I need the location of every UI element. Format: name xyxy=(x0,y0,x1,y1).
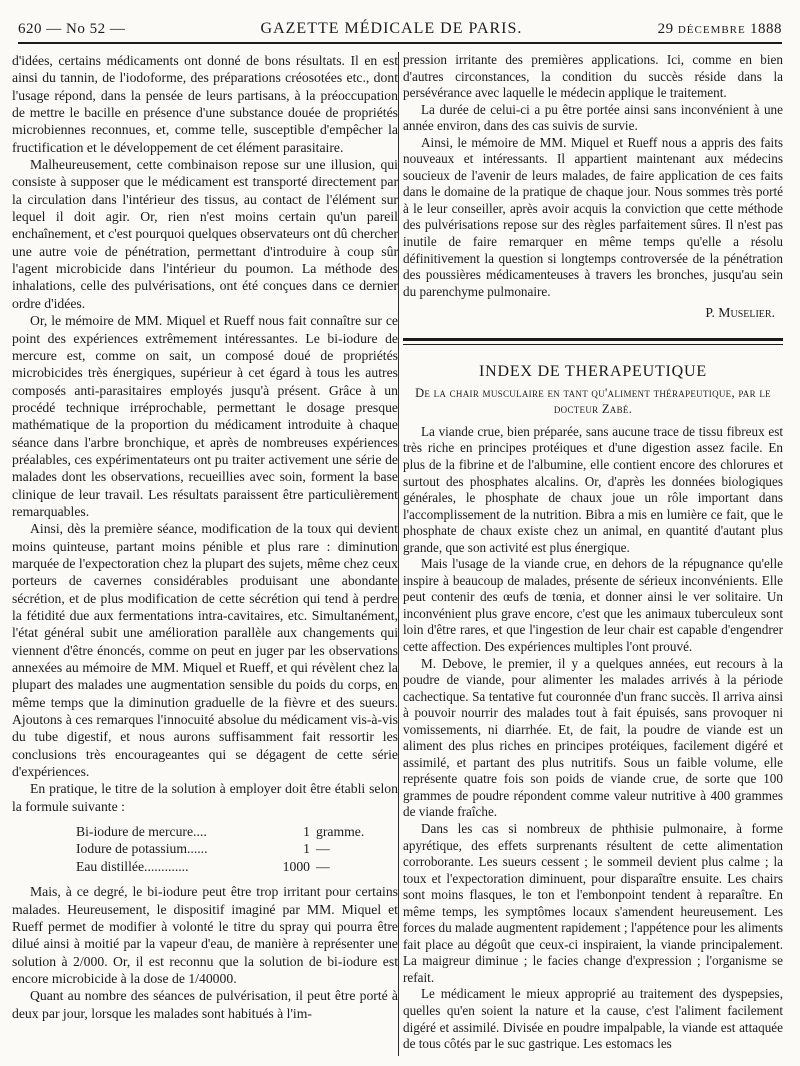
paragraph: Dans les cas si nombreux de phthisie pulmonaire, à forme apyrétique, des effets surprenants résultent de cette alimentation corroborante. Les sueurs cessent ; le sommeil devient plus calme ; la toux et l'expectoration diminuent, pour disparaître ensuite. Les chairs sont moins flasques, le ton et l'embonpoint tendent à reparaître. En même temps, les symptômes locaux s'amendent heureusement. Les forces du malade augmentent rapidement ; l'appétence pour les aliments fait place au dégoût que ceux-ci inspiraient, la viande principalement. La maigreur diminue ; le facies change d'expression ; l'organisme se refait. xyxy=(403,821,783,985)
section-rule xyxy=(403,338,783,345)
formula-value: 1 xyxy=(303,824,310,840)
paragraph: Or, le mémoire de MM. Miquel et Rueff nous fait connaître sur ce point des expériences extrêmement intéressantes. Le bi-iodure de mercure est, comme on sait, un composé doué de propriétés microbicides très énergiques, supérieur à cet égard à tous les autres composés anti-parasitaires employés jusqu'à présent. Grâce à un procédé technique irréprochable, permettant le dosage presque mathématique de la proportion du médicament introduite à chaque séance dans l'arbre bronchique, et après de nombreuses expériences préalables, ces expérimentateurs ont pu traiter activement une série de malades dont les observations, recueillies avec soin, forment la base clinique de leur travail. Les résultats paraissent être particulièrement remarquables. xyxy=(12,313,398,519)
paragraph: La durée de celui-ci a pu être portée ainsi sans inconvénient à une année environ, dans des cas suivis de survie. xyxy=(403,101,783,134)
paragraph: En pratique, le titre de la solution à employer doit être établi selon la formule suivante : xyxy=(12,781,398,814)
formula-label: Eau distillée............. xyxy=(76,858,189,874)
formula-table xyxy=(76,823,398,875)
paragraph: Mais, à ce degré, le bi-iodure peut être trop irritant pour certains malades. Heureusement, le dispositif imaginé par MM. Miquel et Rueff permet de modifier à volonté le titre du spray qui pourra être dilué ainsi à moitié par la vapeur d'eau, de manière à représenter une solution à 2/000. Or, il est reconnu que la solution de bi-iodure est encore microbicide à la dose de 1/40000. xyxy=(12,884,398,986)
formula-label: Iodure de potassium...... xyxy=(76,841,208,857)
formula-label: Bi-iodure de mercure.... xyxy=(76,824,207,840)
formula-unit: gramme. xyxy=(316,824,365,840)
journal-title: GAZETTE MÉDICALE DE PARIS. xyxy=(260,20,523,37)
section-title: INDEX DE THERAPEUTIQUE xyxy=(479,362,707,380)
right-column xyxy=(403,52,783,1060)
author-signature: P. Muselier. xyxy=(705,305,775,321)
formula-row xyxy=(76,840,398,857)
paragraph: Quant au nombre des séances de pulvérisation, il peut être porté à deux par jour, lorsque les malades sont habitués à l'im- xyxy=(12,988,398,1021)
paragraph: Le médicament le mieux approprié au traitement des dyspepsies, quelles qu'en soient la nature et la cause, c'est l'aliment facilement digéré et assimilé. Divisée en poudre impalpable, la viande est attaquée de tous côtés par le suc gastrique. Les estomacs les xyxy=(403,986,783,1052)
formula-row xyxy=(76,823,398,840)
page-header xyxy=(18,12,782,44)
formula-unit: — xyxy=(316,841,330,857)
paragraph: d'idées, certains médicaments ont donné de bons résultats. Il en est ainsi du tannin, de l'iodoforme, des préparations créosotées etc., dont l'usage répond, dans la pensée de leurs partisans, à la préoccupation de mettre le bacille en présence d'une substance douée de propriétés microbiennes reconnues, et, comme telle, susceptible d'empêcher la fructification et le développement de cet élément parasitaire. xyxy=(12,53,398,155)
issue-date: 29 DÉCEMBRE 1888 xyxy=(657,21,782,37)
paragraph: La viande crue, bien préparée, sans aucune trace de tissu fibreux est très riche en principes protéiques et d'une digestion assez facile. En plus de la fibrine et de l'albumine, elle contient encore des chlorures et surtout des phosphates alcalins. Or, d'après les données biologiques générales, le phosphate de chaux joue un rôle important dans l'accomplissement de la nutrition. Bibra a mis en lumière ce fait, que le phosphate de chaux existe chez un animal, en quantité d'autant plus grande, que son activité est plus énergique. xyxy=(403,423,783,555)
article-title: De la chair musculaire en tant qu'aliment thérapeutique, par le docteur Zabé. xyxy=(415,385,771,416)
paragraph: Mais l'usage de la viande crue, en dehors de la répugnance qu'elle inspire à beaucoup de malades, présente de sérieux inconvénients. Elle peut contenir des œufs de tœnia, et donner ainsi le ver solitaire. Un inconvénient plus grave encore, c'est que les animaux tuberculeux sont loin d'être rares, et que l'ingestion de leur chair est capable d'engendrer cette affection. Des expériences multiples l'ont prouvé. xyxy=(403,556,783,654)
paragraph: M. Debove, le premier, il y a quelques années, eut recours à la poudre de viande, pour alimenter les malades arrivés à la période cachectique. Sa tentative fut couronnée d'un franc succès. Il arriva ainsi à pouvoir nourrir des malades tout à fait épuisés, sans provoquer ni vomissements, ni diarrhée. Et, de fait, la poudre de viande est un aliment des plus riches en principes protéiques, facilement digéré et assimilé, et partant des plus nutritifs. Sous un faible volume, elle représente quatre fois son poids de viande crue, de sorte que 100 grammes de poudre répondent comme valeur nutritive à 400 grammes de viande fraîche. xyxy=(403,655,783,820)
formula-unit: — xyxy=(316,858,330,874)
page-number-issue: 620 — No 52 — xyxy=(18,21,126,37)
formula-value: 1 xyxy=(303,841,310,857)
paragraph: Ainsi, dès la première séance, modification de la toux qui devient moins quinteuse, partant moins pénible et plus rare : diminution marquée de l'expectoration chez la plupart des sujets, même chez ceux porteurs de cavernes considérables produisant une abondante sécrétion, et de plus modification de cette sécrétion qui tend à perdre la fétidité due aux fermentations intra-cavitaires, etc. Simultanément, l'état général subit une amélioration parallèle aux changements qui viennent d'être énoncés, comme on peut en juger par les observations annexées au mémoire de MM. Miquel et Rueff, et qui révèlent chez la plupart des malades une augmentation sensible du poids du corps, en même temps que la diminution graduelle de la fièvre et des sueurs. Ajoutons à ces remarques l'innocuité absolue du médicament vis-à-vis du tube digestif, et nous aurons suffisamment fait ressortir les conclusions très encourageantes qui se dégagent de cette série d'expériences. xyxy=(12,521,398,780)
left-column xyxy=(12,52,398,1060)
paragraph: pression irritante des premières applications. Ici, comme en bien d'autres circonstances, la condition du succès réside dans la persévérance avec laquelle le médecin applique le traitement. xyxy=(403,52,783,101)
paragraph: Malheureusement, cette combinaison repose sur une illusion, qui consiste à supposer que le médicament est transporté directement par la circulation dans l'intérieur des tissus, au contact de l'élément sur lequel il doit agir. Or, rien n'est moins certain qu'un pareil enchaînement, et c'est pourquoi quelques observateurs ont dû chercher une autre voie de pénétration, permettant d'introduire à coup sûr l'agent microbicide dans l'intérieur du poumon. La méthode des inhalations, celle des pulvérisations, ont été conçues dans ce dernier ordre d'idées. xyxy=(12,157,398,311)
formula-value: 1000 xyxy=(282,858,310,874)
formula-row xyxy=(76,858,398,875)
paragraph: Ainsi, le mémoire de MM. Miquel et Rueff nous a appris des faits nouveaux et intéressants. Il appartient maintenant aux médecins soucieux de l'avenir de leurs malades, de faire application de ces faits dans le domaine de la pratique de chaque jour. Nous sommes très porté à le leur conseiller, après avoir acquis la conviction que cette méthode des pulvérisations repose sur des règles parfaitement sûres. Il n'est pas inutile de faire remarquer en même temps qu'elle a résolu définitivement la question si longtemps controversée de la pénétration des poussières médicamenteuses à travers les bronches, jusqu'au sein du parenchyme pulmonaire. xyxy=(403,134,783,299)
column-divider xyxy=(398,52,399,1056)
